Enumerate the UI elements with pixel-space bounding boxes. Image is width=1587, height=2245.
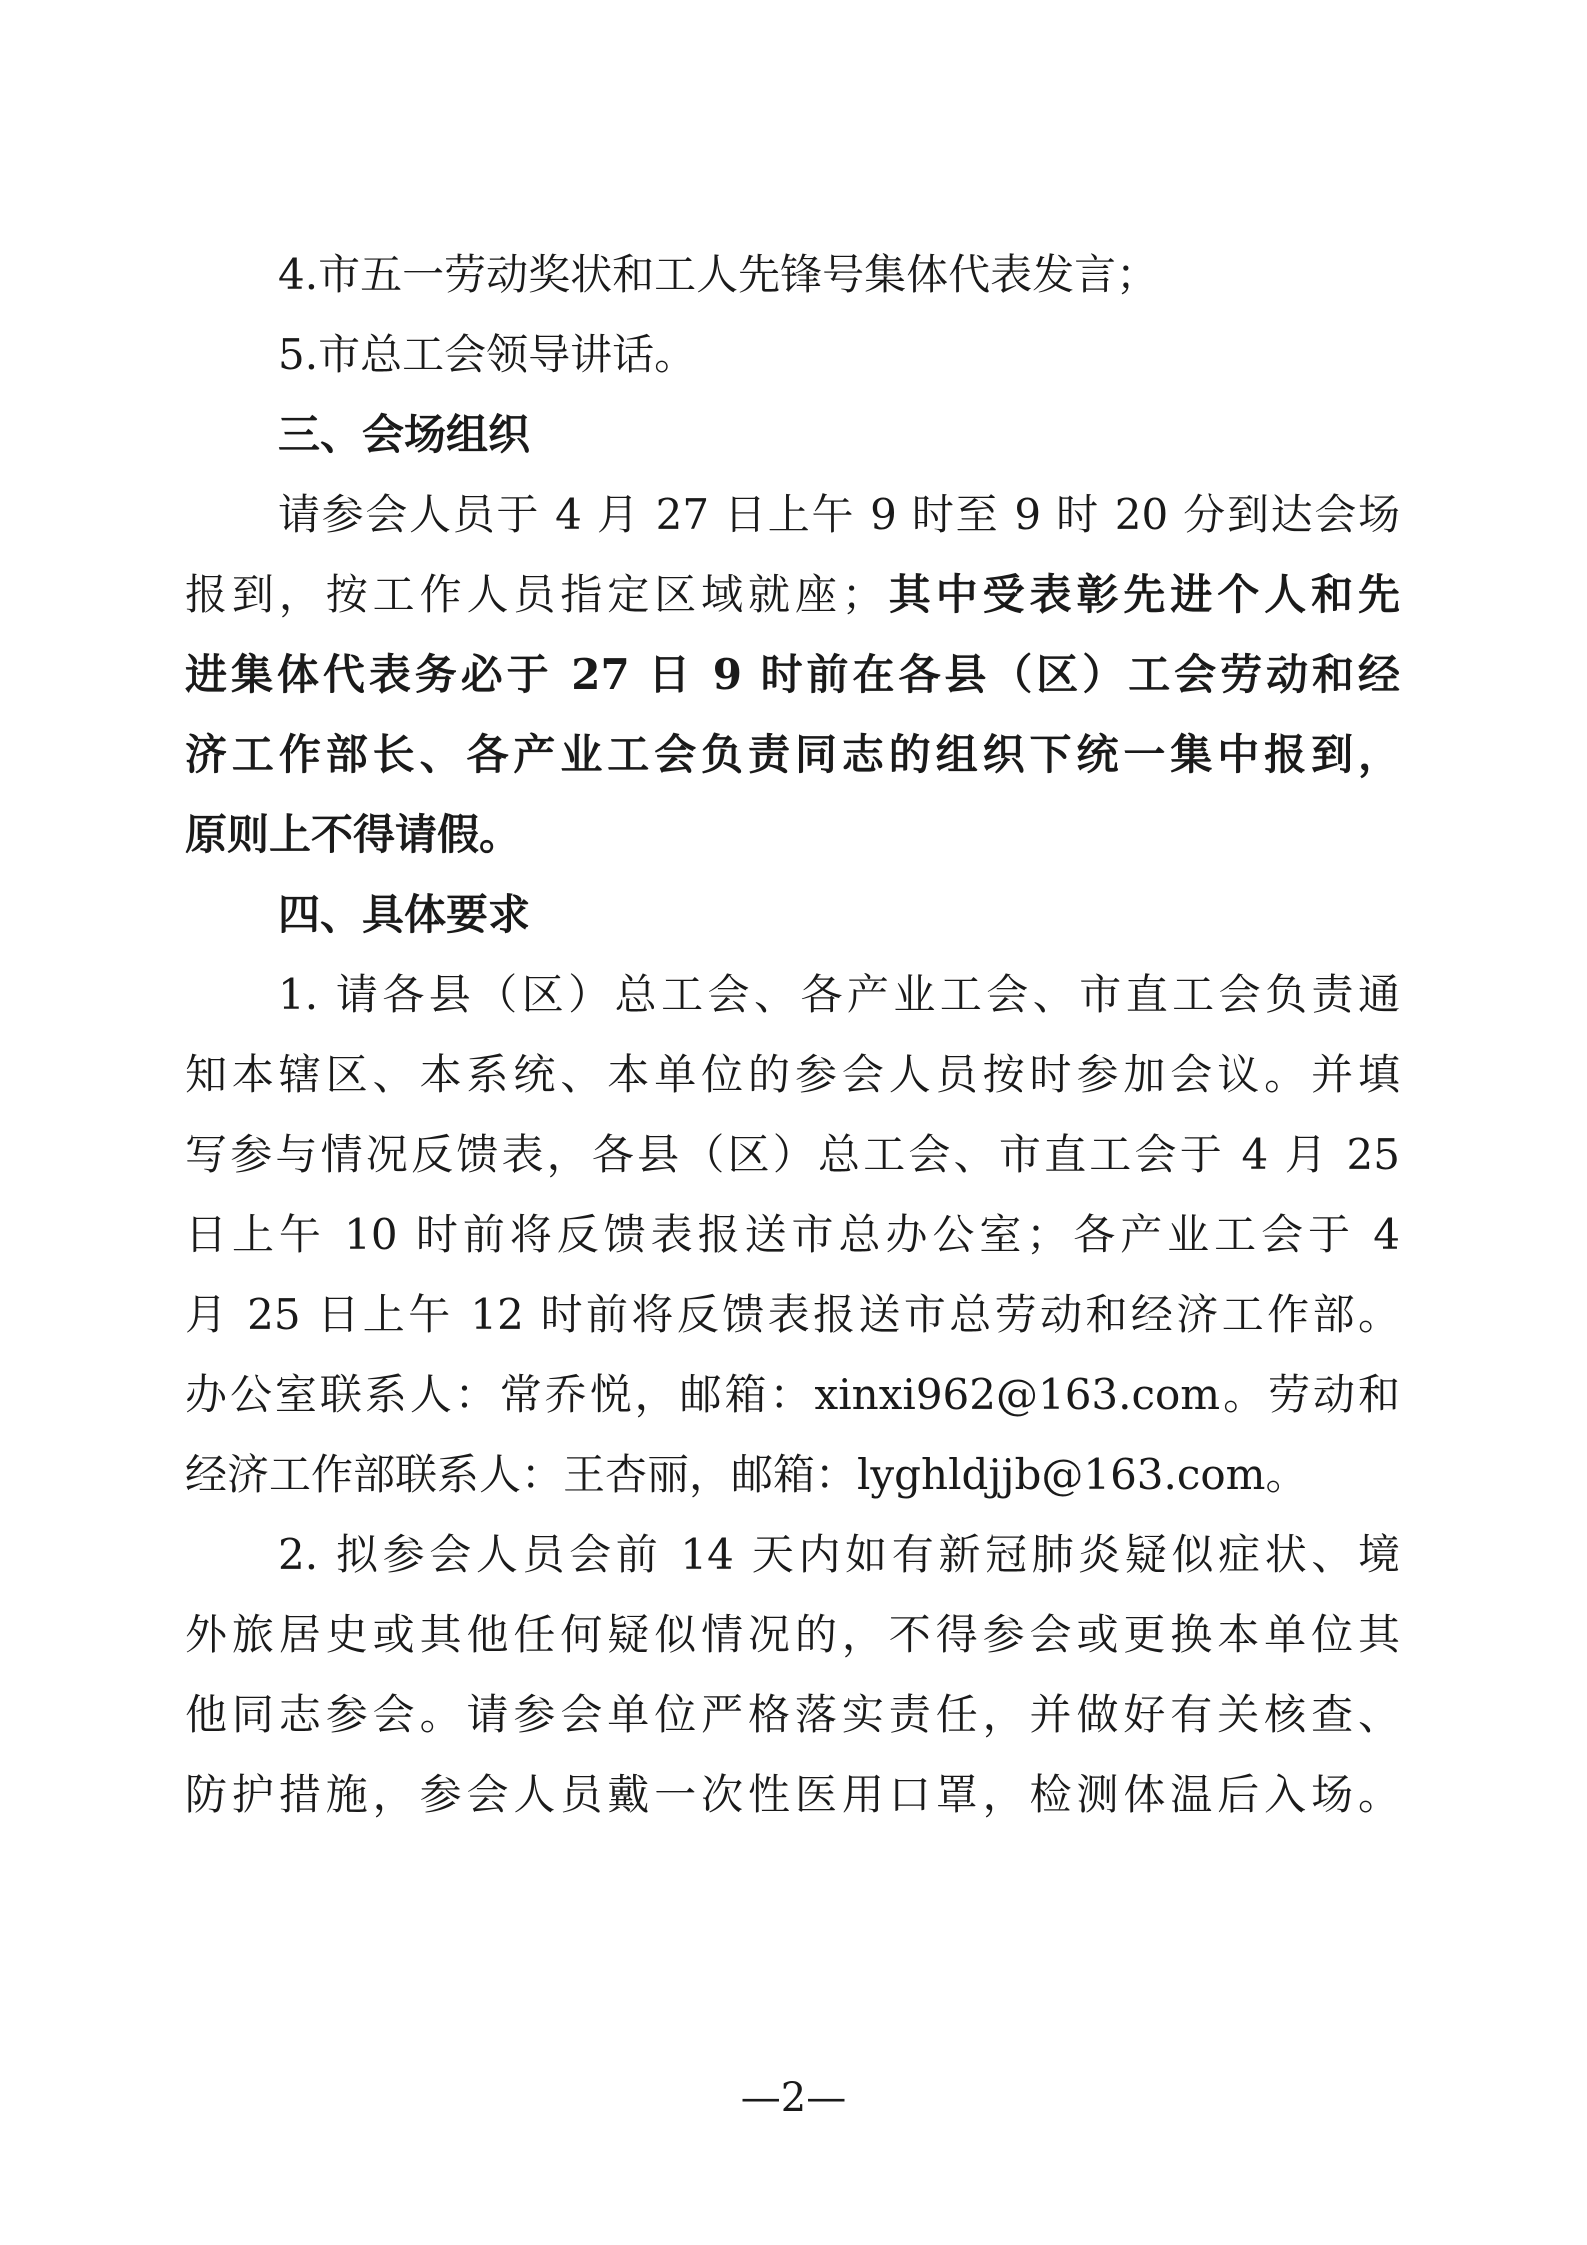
agenda-item-5: 5.市总工会领导讲话。 — [278, 330, 697, 379]
paragraph-line: 知本辖区、本系统、本单位的参会人员按时参加会议。并填 — [185, 1050, 1400, 1099]
agenda-item-4: 4.市五一劳动奖状和工人先锋号集体代表发言； — [278, 250, 1159, 299]
page-number: —2— — [740, 2075, 847, 2121]
section-heading-venue: 三、会场组织 — [278, 410, 531, 459]
paragraph-line: 外旅居史或其他任何疑似情况的，不得参会或更换本单位其 — [185, 1610, 1400, 1659]
paragraph-line: 日上午 10 时前将反馈表报送市总办公室；各产业工会于 4 — [185, 1210, 1400, 1259]
paragraph-line-contact: 办公室联系人：常乔悦，邮箱：xinxi962@163.com。劳动和 — [185, 1370, 1400, 1419]
paragraph-line: 请参会人员于 4 月 27 日上午 9 时至 9 时 20 分到达会场 — [278, 490, 1400, 539]
paragraph-line: 2. 拟参会人员会前 14 天内如有新冠肺炎疑似症状、境 — [278, 1530, 1400, 1579]
paragraph-text-bold: 其中受表彰先进个人和先 — [883, 570, 1400, 619]
paragraph-line-contact: 经济工作部联系人：王杏丽，邮箱：lyghldjjb@163.com。 — [185, 1450, 1308, 1499]
document-body — [185, 235, 1400, 1835]
paragraph-line: 月 25 日上午 12 时前将反馈表报送市总劳动和经济工作部。 — [185, 1290, 1400, 1339]
paragraph-line: 他同志参会。请参会单位严格落实责任，并做好有关核查、 — [185, 1690, 1400, 1739]
paragraph-line-bold: 原则上不得请假。 — [185, 810, 522, 859]
paragraph-line: 1. 请各县（区）总工会、各产业工会、市直工会负责通 — [278, 970, 1400, 1019]
paragraph-line-bold: 进集体代表务必于 27 日 9 时前在各县（区）工会劳动和经 — [185, 650, 1400, 699]
section-heading-requirements: 四、具体要求 — [278, 890, 531, 939]
paragraph-text: 报到，按工作人员指定区域就座； — [185, 570, 884, 619]
paragraph-line: 防护措施，参会人员戴一次性医用口罩，检测体温后入场。 — [185, 1770, 1400, 1819]
paragraph-line: 写参与情况反馈表，各县（区）总工会、市直工会于 4 月 25 — [185, 1130, 1400, 1179]
paragraph-line-mixed — [185, 555, 1400, 635]
paragraph-line-bold: 济工作部长、各产业工会负责同志的组织下统一集中报到， — [185, 730, 1400, 779]
